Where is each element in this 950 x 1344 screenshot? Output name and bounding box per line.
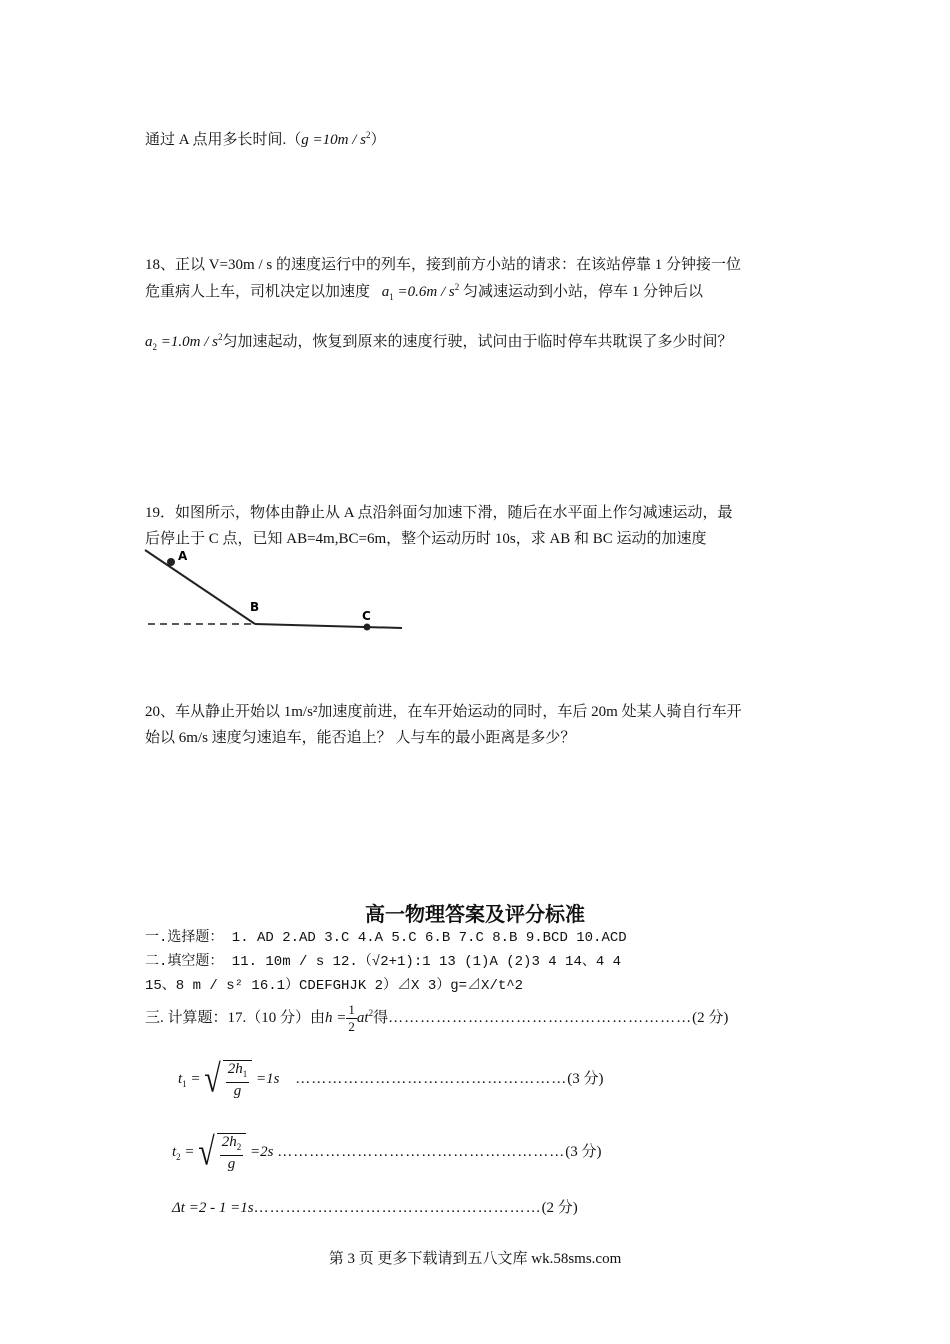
q17-gravity-exp: 2 (365, 130, 371, 140)
t2-num (220, 1134, 244, 1156)
calc-at: at (356, 1009, 369, 1026)
q18-a2-exp: 2 (217, 332, 223, 342)
calc-at-exp: 2 (368, 1007, 374, 1018)
answer-fill-line: 二.填空题： 11. 10m / s 12.（√2+1):1 13 (1)A (2)3 4 14、4 4 (145, 954, 622, 970)
answer-fill-line-2: 15、8 m / s² 16.1）CDEFGHJK 2）⊿X 3）g=⊿X/t^2 (145, 978, 524, 994)
t1-num-text: 2h (227, 1061, 243, 1077)
q18-a1-value: =0.6m / s (393, 284, 455, 300)
q17-gravity-formula: g =10m / s (301, 132, 366, 148)
t1-score: (3 分) (567, 1070, 604, 1087)
calc-dots-1: ………………………………………………… (388, 1009, 693, 1026)
t2-fraction (220, 1134, 244, 1172)
t1-radical-icon: √ (204, 1057, 221, 1101)
t1-symbol: t (178, 1070, 183, 1087)
t2-sub: 2 (176, 1151, 181, 1162)
t2-den: g (227, 1156, 236, 1172)
calc-h: h (325, 1009, 333, 1026)
t2-score: (3 分) (565, 1143, 602, 1160)
answer-title: 高一物理答案及评分标准 (365, 902, 585, 926)
t1-num (226, 1061, 250, 1083)
dt-line (172, 1196, 578, 1217)
t1-line (178, 1057, 604, 1101)
q18-a1-exp: 2 (454, 282, 460, 292)
q17-tail-line (145, 128, 386, 149)
q18-a2-symbol: a (145, 334, 153, 350)
t1-sqrt (223, 1060, 253, 1099)
t2-line (172, 1130, 602, 1174)
q18-line-2-a: 危重病人上车，司机决定以加速度 (145, 284, 371, 300)
q18-line-3-text: 匀加速起动，恢复到原来的速度行驶，试问由于临时停车共耽误了多少时间？ (222, 334, 733, 350)
t1-eq: = (186, 1070, 201, 1087)
t1-result: =1s (252, 1070, 280, 1087)
t1-num-sub: 1 (242, 1069, 248, 1079)
incline-figure (140, 544, 410, 639)
page-footer: 第 3 页 更多下载请到五八文库 wk.58sms.com (328, 1251, 622, 1267)
dt-score: (2 分) (541, 1200, 578, 1216)
q18-line-2-b: 匀减速运动到小站，停车 1 分钟后以 (462, 284, 703, 300)
calc-half-fraction (346, 1002, 357, 1035)
label-b: B (250, 600, 260, 614)
t2-sqrt (217, 1133, 247, 1172)
dt-dots: ……………………………………………… (253, 1200, 542, 1216)
t1-dots: …………………………………………… (295, 1070, 568, 1087)
t1-fraction (226, 1061, 250, 1099)
t1-sub: 1 (182, 1078, 187, 1089)
answer-calc-line (145, 1002, 728, 1035)
calc-intro: 三. 计算题：17.（10 分）由 (145, 1009, 326, 1026)
q18-a1-symbol: a (381, 284, 390, 300)
q18-line-2 (145, 280, 703, 302)
t1-den: g (233, 1083, 242, 1099)
q18-a1-sub: 1 (389, 292, 394, 302)
q17-tail-text: 通过 A 点用多长时间.（ (145, 132, 302, 148)
q20-line-1: 20、车从静止开始以 1m/s²加速度前进，在车开始运动的同时，车后 20m 处某人骑自行车开 (145, 704, 742, 720)
calc-score-1: (2 分) (692, 1009, 729, 1026)
t2-symbol: t (172, 1143, 177, 1160)
point-c-dot (364, 624, 371, 631)
t2-dots: ……………………………………………… (277, 1143, 566, 1160)
label-c: C (362, 609, 371, 623)
calc-de: 得 (373, 1009, 389, 1026)
calc-half-num: 1 (348, 1002, 355, 1017)
q18-line-1: 18、正以 V=30m / s 的速度运行中的列车，接到前方小站的请求：在该站停靠 1 分钟接一位 (145, 257, 741, 273)
horizontal-ground (255, 624, 402, 628)
dt-expression: Δt =2 - 1 =1s (172, 1200, 254, 1216)
calc-half-den: 2 (348, 1019, 355, 1034)
t2-num-text: 2h (221, 1134, 237, 1150)
point-a-dot (167, 558, 175, 566)
q18-a2-sub: 2 (152, 342, 157, 352)
calc-eq: = (332, 1009, 347, 1026)
answer-choice-line: 一.选择题： 1. AD 2.AD 3.C 4.A 5.C 6.B 7.C 8.B 9.BCD 10.ACD (145, 930, 627, 946)
q19-line-1: 19．如图所示，物体由静止从 A 点沿斜面匀加速下滑，随后在水平面上作匀减速运动，最 (145, 505, 733, 521)
q17-close: ） (370, 132, 386, 148)
t2-radical-icon: √ (198, 1130, 215, 1174)
q18-line-3 (145, 330, 732, 352)
q19-line-2: 后停止于 C 点，已知 AB=4m,BC=6m，整个运动历时 10s，求 AB 和 BC 运动的加速度 (145, 531, 707, 547)
q18-a2-value: =1.0m / s (157, 334, 218, 350)
incline-slope (145, 550, 255, 624)
t2-num-sub: 2 (236, 1142, 242, 1152)
q20-line-2: 始以 6m/s 速度匀速追车，能否追上？ 人与车的最小距离是多少？ (145, 730, 576, 746)
label-a: A (178, 549, 188, 563)
t2-result: =2s (246, 1143, 274, 1160)
t2-eq: = (180, 1143, 195, 1160)
